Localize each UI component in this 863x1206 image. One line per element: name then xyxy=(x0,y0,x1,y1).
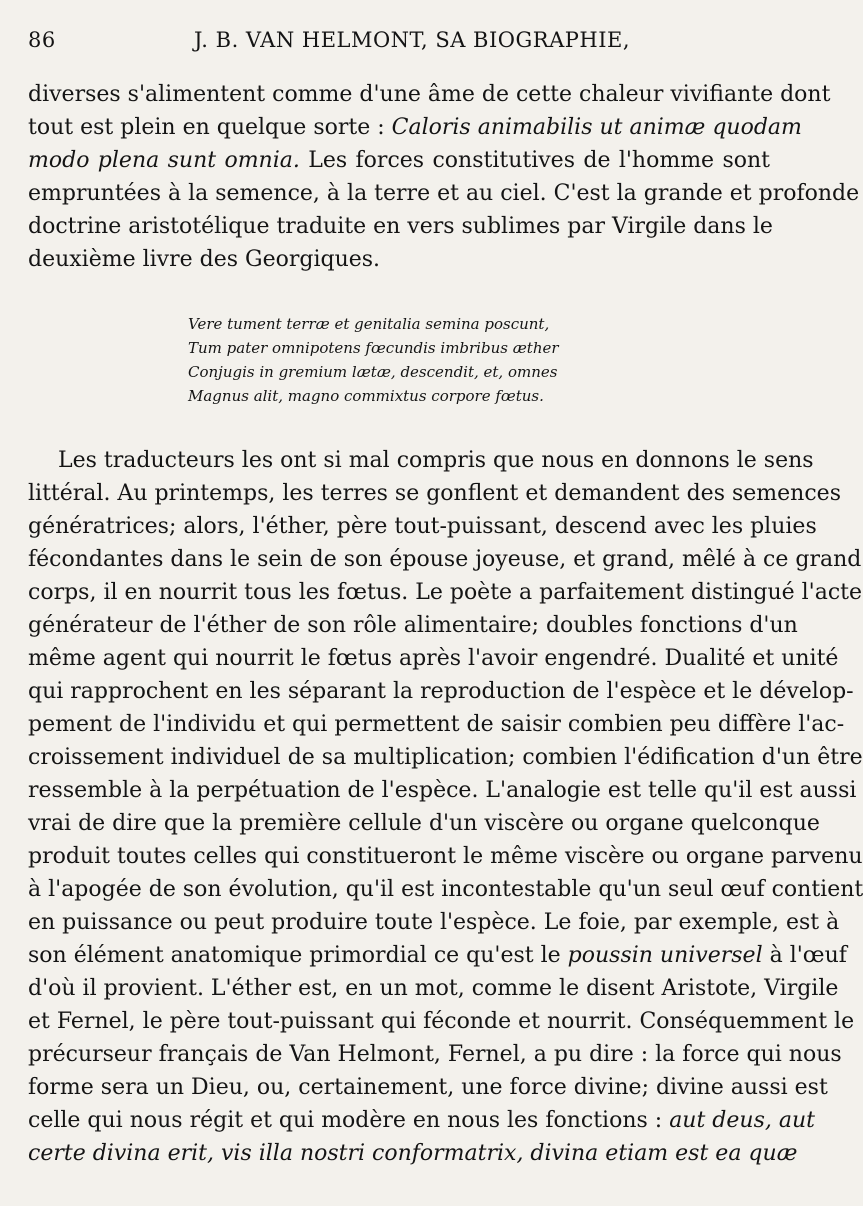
paragraph2-line: corps, il en nourrit tous les fœtus. Le poète a parfaitement distingué l'acte xyxy=(28,580,863,605)
verse-line: Tum pater omnipotens fœcundis imbribus æther xyxy=(188,339,559,357)
paragraph-2 xyxy=(28,444,863,1170)
verse-line: Vere tument terræ et genitalia semina poscunt, xyxy=(188,315,550,333)
paragraph-1 xyxy=(28,78,860,276)
text-segment: tout est plein en quelque sorte : xyxy=(28,115,392,140)
paragraph2-line: d'où il provient. L'éther est, en un mot, comme le disent Aristote, Virgile xyxy=(28,976,839,1001)
paragraph2-line xyxy=(28,939,847,972)
latin-verse xyxy=(188,312,608,408)
verse-line: Conjugis in gremium lætæ, descendit, et, omnes xyxy=(188,363,558,381)
paragraph2-line: et Fernel, le père tout-puissant qui féconde et nourrit. Conséquemment le xyxy=(28,1009,855,1034)
paragraph1-line: diverses s'alimentent comme d'une âme de cette chaleur vivifiante dont xyxy=(28,82,831,107)
paragraph2-line: croissement individuel de sa multiplication; combien l'édification d'un être xyxy=(28,745,863,770)
italic-segment: certe divina erit, vis illa nostri conformatrix, divina etiam est ea quæ xyxy=(28,1141,798,1166)
italic-segment: aut deus, aut xyxy=(669,1108,815,1133)
paragraph1-line: doctrine aristotélique traduite en vers sublimes par Virgile dans le xyxy=(28,214,773,239)
verse-line: Magnus alit, magno commixtus corpore fœtus. xyxy=(188,387,544,405)
paragraph2-line: ressemble à la perpétuation de l'espèce. L'analogie est telle qu'il est aussi xyxy=(28,778,857,803)
paragraph2-line: fécondantes dans le sein de son épouse joyeuse, et grand, mêlé à ce grand xyxy=(28,547,862,572)
paragraph1-line xyxy=(28,144,770,177)
paragraph2-line: à l'apogée de son évolution, qu'il est incontestable qu'un seul œuf contient xyxy=(28,877,863,902)
paragraph2-line: générateur de l'éther de son rôle alimentaire; doubles fonctions d'un xyxy=(28,613,798,638)
paragraph2-line xyxy=(28,1104,815,1137)
paragraph2-line: pement de l'individu et qui permettent de saisir combien peu diffère l'ac- xyxy=(28,712,845,737)
running-head: J. B. VAN HELMONT, SA BIOGRAPHIE, xyxy=(194,28,630,52)
paragraph2-line: même agent qui nourrit le fœtus après l'avoir engendré. Dualité et unité xyxy=(28,646,839,671)
paragraph2-line: en puissance ou peut produire toute l'espèce. Le foie, par exemple, est à xyxy=(28,910,840,935)
text-segment: son élément anatomique primordial ce qu'est le xyxy=(28,943,568,968)
paragraph1-line xyxy=(28,111,802,144)
italic-segment: poussin universel xyxy=(567,943,763,968)
page-number: 86 xyxy=(28,28,56,52)
text-segment: celle qui nous régit et qui modère en nous les fonctions : xyxy=(28,1108,670,1133)
paragraph2-line: vrai de dire que la première cellule d'un viscère ou organe quelconque xyxy=(28,811,820,836)
paragraph2-line: qui rapprochent en les séparant la reproduction de l'espèce et le dévelop- xyxy=(28,679,854,704)
paragraph2-line: littéral. Au printemps, les terres se gonflent et demandent des semences xyxy=(28,481,841,506)
paragraph2-line: génératrices; alors, l'éther, père tout-puissant, descend avec les pluies xyxy=(28,514,817,539)
italic-segment: modo plena sunt omnia. xyxy=(28,148,300,173)
paragraph1-line: empruntées à la semence, à la terre et au ciel. C'est la grande et profonde xyxy=(28,181,860,206)
page-header xyxy=(28,28,768,64)
paragraph2-line: produit toutes celles qui constitueront le même viscère ou organe parvenu xyxy=(28,844,863,869)
paragraph2-line xyxy=(28,1137,798,1170)
paragraph1-line: deuxième livre des Georgiques. xyxy=(28,247,381,272)
italic-segment: Caloris animabilis ut animæ quodam xyxy=(391,115,802,140)
paragraph2-line: forme sera un Dieu, ou, certainement, une force divine; divine aussi est xyxy=(28,1075,828,1100)
paragraph2-line: précurseur français de Van Helmont, Fernel, a pu dire : la force qui nous xyxy=(28,1042,842,1067)
text-segment: Les forces constitutives de l'homme sont xyxy=(299,148,770,173)
paragraph2-line: Les traducteurs les ont si mal compris que nous en donnons le sens xyxy=(58,448,814,473)
text-segment: à l'œuf xyxy=(762,943,847,968)
